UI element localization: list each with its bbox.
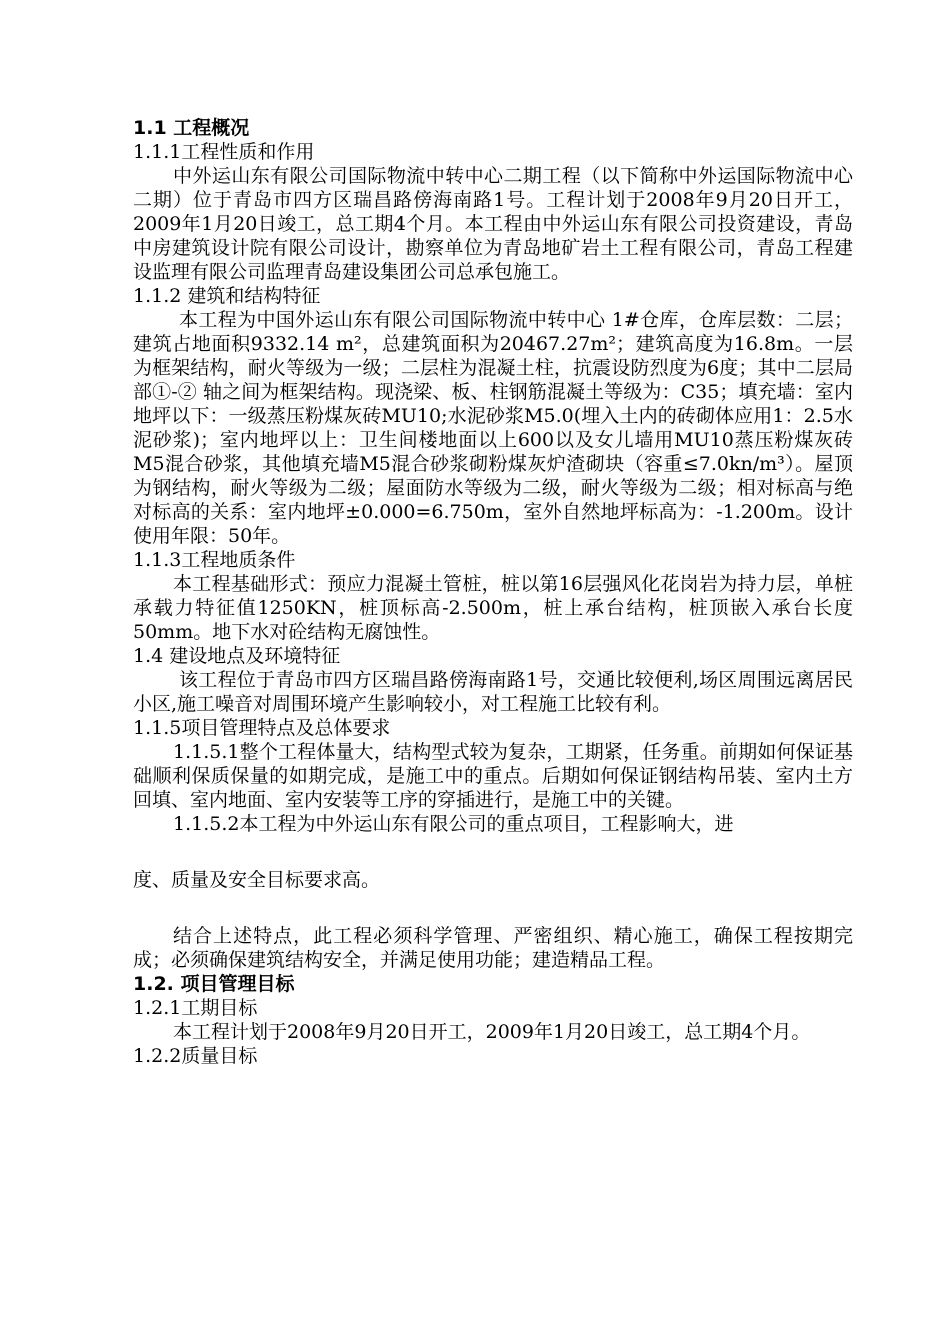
section-title-1-1-1: 1.1.1工程性质和作用 bbox=[133, 141, 315, 163]
spacer bbox=[133, 836, 853, 868]
paragraph-1-1-5-1: 1.1.5.1整个工程体量大，结构型式较为复杂，工期紧，任务重。前期如何保证基础顺利保质保量的如期完成，是施工中的重点。后期如何保证钢结构吊装、室内土方回填、室内地面、室内安装等工序的穿插进行，是施工中的关键。 bbox=[133, 741, 853, 811]
document-page bbox=[133, 116, 853, 1068]
paragraph-geology: 本工程基础形式：预应力混凝土管桩，桩以第16层强风化花岗岩为持力层，单桩承载力特征值1250KN，桩顶标高-2.500m，桩上承台结构，桩顶嵌入承台长度50mm。地下水对砼结构无腐蚀性。 bbox=[133, 573, 853, 643]
section-title-1-4: 1.4 建设地点及环境特征 bbox=[133, 645, 341, 667]
section-title-1-2-1: 1.2.1工期目标 bbox=[133, 997, 258, 1019]
paragraph-project-nature: 中外运山东有限公司国际物流中转中心二期工程（以下简称中外运国际物流中心二期）位于青岛市四方区瑞昌路傍海南路1号。工程计划于2008年9月20日开工，2009年1月20日竣工，总工期4个月。本工程由中外运山东有限公司投资建设，青岛中房建筑设计院有限公司设计，勘察单位为青岛地矿岩土工程有限公司，青岛工程建设监理有限公司监理青岛建设集团公司总承包施工。 bbox=[133, 165, 853, 283]
paragraph-summary: 结合上述特点，此工程必须科学管理、严密组织、精心施工，确保工程按期完成；必须确保建筑结构安全，并满足使用功能；建造精品工程。 bbox=[133, 925, 853, 971]
section-title-1-2-2: 1.2.2质量目标 bbox=[133, 1045, 258, 1067]
paragraph-1-1-5-2-a: 1.1.5.2本工程为中外运山东有限公司的重点项目，工程影响大，进 bbox=[173, 813, 734, 835]
paragraph-structure-features: 本工程为中国外运山东有限公司国际物流中转中心 1#仓库，仓库层数：二层；建筑占地面积9332.14 m²，总建筑面积为20467.27m²；建筑高度为16.8m。一层为框架结构，耐火等级为一级；二层柱为混凝土柱，抗震设防烈度为6度；其中二层局部①-② 轴之间为框架结构。现浇梁、板、柱钢筋混凝土等级为：C35；填充墙：室内地坪以下：一级蒸压粉煤灰砖MU10;水泥砂浆M5.0(埋入土内的砖砌体应用1：2.5水泥砂浆)；室内地坪以上：卫生间楼地面以上600以及女儿墙用MU10蒸压粉煤灰砖M5混合砂浆，其他填充墙M5混合砂浆砌粉煤灰炉渣砌块（容重≤7.0kn/m³）。屋顶为钢结构，耐火等级为二级；屋面防水等级为二级，耐火等级为二级；相对标高与绝对标高的关系：室内地坪±0.000=6.750m，室外自然地坪标高为：-1.200m。设计使用年限：50年。 bbox=[133, 309, 853, 547]
section-title-1-1-2: 1.1.2 建筑和结构特征 bbox=[133, 285, 321, 307]
paragraph-schedule: 本工程计划于2008年9月20日开工，2009年1月20日竣工，总工期4个月。 bbox=[173, 1021, 811, 1043]
spacer bbox=[133, 892, 853, 924]
section-title-1-2: 1.2. 项目管理目标 bbox=[133, 973, 295, 995]
paragraph-1-1-5-2-b: 度、质量及安全目标要求高。 bbox=[133, 869, 381, 891]
paragraph-location: 该工程位于青岛市四方区瑞昌路傍海南路1号，交通比较便利,场区周围远离居民小区,施工噪音对周围环境产生影响较小，对工程施工比较有利。 bbox=[133, 669, 853, 715]
section-title-1-1: 1.1 工程概况 bbox=[133, 117, 250, 139]
section-title-1-1-3: 1.1.3工程地质条件 bbox=[133, 549, 296, 571]
section-title-1-1-5: 1.1.5项目管理特点及总体要求 bbox=[133, 717, 391, 739]
